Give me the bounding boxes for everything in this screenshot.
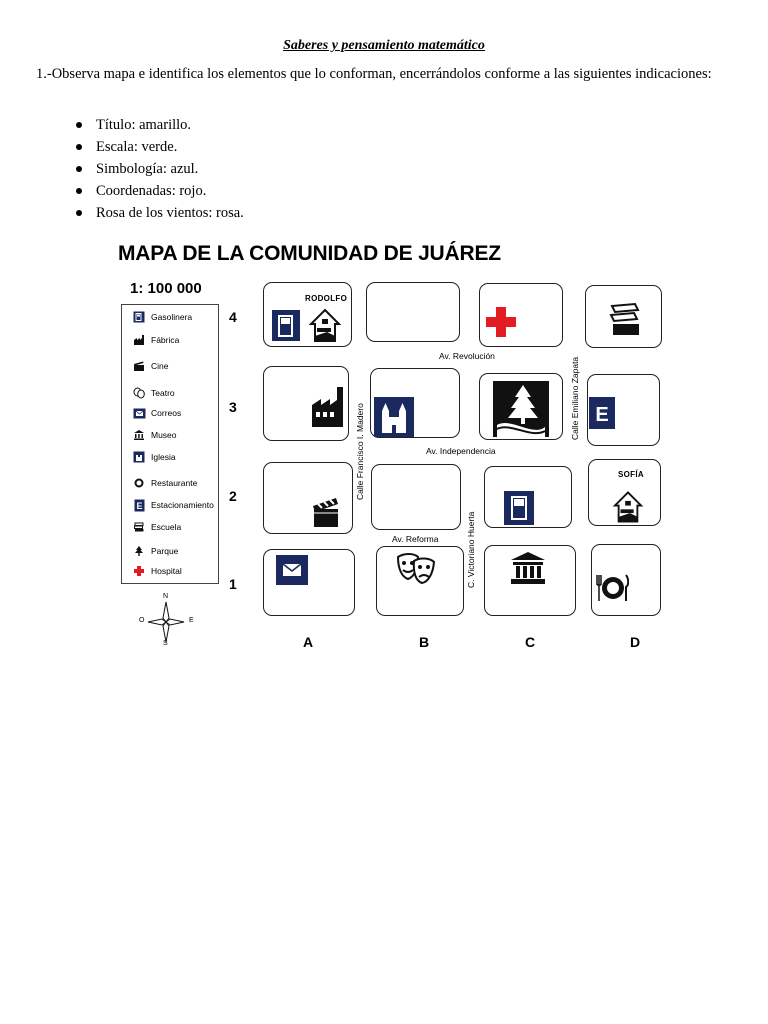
legend-item [132, 332, 179, 348]
legend-label: Iglesia [151, 452, 176, 462]
school-house-icon [613, 490, 643, 524]
block-d3 [587, 374, 660, 446]
block-c2 [484, 466, 572, 528]
restaurant-icon [132, 476, 146, 490]
column-label-a: A [303, 634, 314, 650]
restaurant-icon [595, 571, 629, 603]
street-calle-madero: Calle Francisco I. Madero [355, 403, 365, 500]
legend-item [132, 543, 178, 559]
legend-item [132, 427, 177, 443]
legend-label: Fábrica [151, 335, 180, 345]
list-item: Coordenadas: rojo. [76, 180, 244, 202]
church-icon [374, 397, 414, 437]
block-a2 [263, 462, 353, 534]
legend-item [132, 405, 181, 421]
worksheet-heading: Saberes y pensamiento matemático [283, 38, 485, 53]
legend-item [132, 497, 214, 513]
row-label-2: 2 [229, 488, 237, 504]
block-d4 [585, 285, 662, 348]
legend-item [132, 385, 175, 401]
legend-label: Cine [151, 361, 169, 371]
street-av-revolucion: Av. Revolución [439, 351, 495, 361]
gas-station-icon [132, 310, 146, 324]
map-scale: 1: 100 000 [130, 280, 202, 297]
gas-station-icon [272, 310, 300, 341]
list-item: Rosa de los vientos: rosa. [76, 202, 244, 224]
mail-icon [132, 406, 146, 420]
compass-west: O [139, 617, 145, 624]
school-house-icon [309, 308, 341, 343]
block-b3 [370, 368, 460, 438]
legend-item [132, 358, 168, 374]
legend-label: Restaurante [151, 478, 198, 488]
column-label-b: B [419, 634, 430, 650]
legend-item [132, 449, 176, 465]
legend-item [132, 475, 197, 491]
street-calle-huerta: C. Victoriano Huerta [466, 511, 476, 588]
svg-text:E: E [135, 500, 143, 511]
hospital-icon [486, 307, 516, 337]
legend-label: Escuela [151, 522, 182, 532]
street-av-reforma: Av. Reforma [392, 534, 439, 544]
block-d1 [591, 544, 661, 616]
street-av-independencia: Av. Independencia [426, 446, 496, 456]
church-icon [132, 450, 146, 464]
legend-label: Correos [151, 408, 182, 418]
factory-icon [132, 333, 146, 347]
legend-label: Teatro [151, 388, 175, 398]
list-item: Escala: verde. [76, 136, 244, 158]
theater-icon [396, 553, 436, 585]
factory-icon [312, 385, 349, 427]
row-label-3: 3 [229, 399, 237, 415]
compass-north: N [163, 593, 169, 600]
list-item: Título: amarillo. [76, 114, 244, 136]
block-b4 [366, 282, 460, 342]
school-icon [132, 520, 146, 534]
block-c1 [484, 545, 576, 616]
block-c4 [479, 283, 563, 347]
block-b2 [371, 464, 461, 530]
legend-item [132, 563, 182, 579]
school-icon [609, 302, 641, 338]
parking-icon [589, 397, 615, 429]
park-icon [493, 381, 549, 437]
mail-icon [276, 555, 308, 585]
museum-icon [132, 428, 146, 442]
legend-label: Gasolinera [151, 312, 193, 322]
parking-icon [132, 498, 146, 512]
hospital-icon [132, 564, 146, 578]
block-a3 [263, 366, 349, 441]
row-label-1: 1 [229, 576, 237, 592]
compass-east: E [189, 617, 194, 624]
column-label-d: D [630, 634, 641, 650]
compass-rose [136, 593, 200, 653]
svg-text:E: E [595, 404, 609, 426]
legend-label: Hospital [151, 566, 182, 576]
legend-label: Parque [151, 546, 179, 556]
row-label-4: 4 [229, 309, 237, 325]
gas-station-icon [504, 491, 534, 525]
block-d2 [588, 459, 661, 526]
legend-label: Estacionamiento [151, 500, 214, 510]
block-c3 [479, 373, 563, 440]
park-icon [132, 544, 146, 558]
legend-item [132, 519, 181, 535]
map-legend [121, 304, 219, 584]
museum-icon [509, 550, 547, 586]
list-item: Simbología: azul. [76, 158, 244, 180]
cinema-icon [312, 494, 340, 528]
cinema-icon [132, 359, 146, 373]
compass-south: S [163, 640, 168, 647]
block-a1 [263, 549, 355, 616]
legend-label: Museo [151, 430, 177, 440]
block-b1 [376, 546, 464, 616]
instructions-text: 1.-Observa mapa e identifica los elementos que lo conforman, encerrándolos conforme a las siguientes indicaciones: [36, 66, 712, 82]
theater-icon [132, 386, 146, 400]
block-a4 [263, 282, 352, 347]
owner-label: SOFÍA [618, 470, 644, 479]
street-calle-zapata: Calle Emiliano Zapata [570, 356, 580, 440]
legend-item [132, 309, 192, 325]
owner-label: RODOLFO [305, 294, 348, 303]
column-label-c: C [525, 634, 536, 650]
instruction-list [76, 114, 244, 224]
map-title: MAPA DE LA COMUNIDAD DE JUÁREZ [118, 242, 501, 265]
